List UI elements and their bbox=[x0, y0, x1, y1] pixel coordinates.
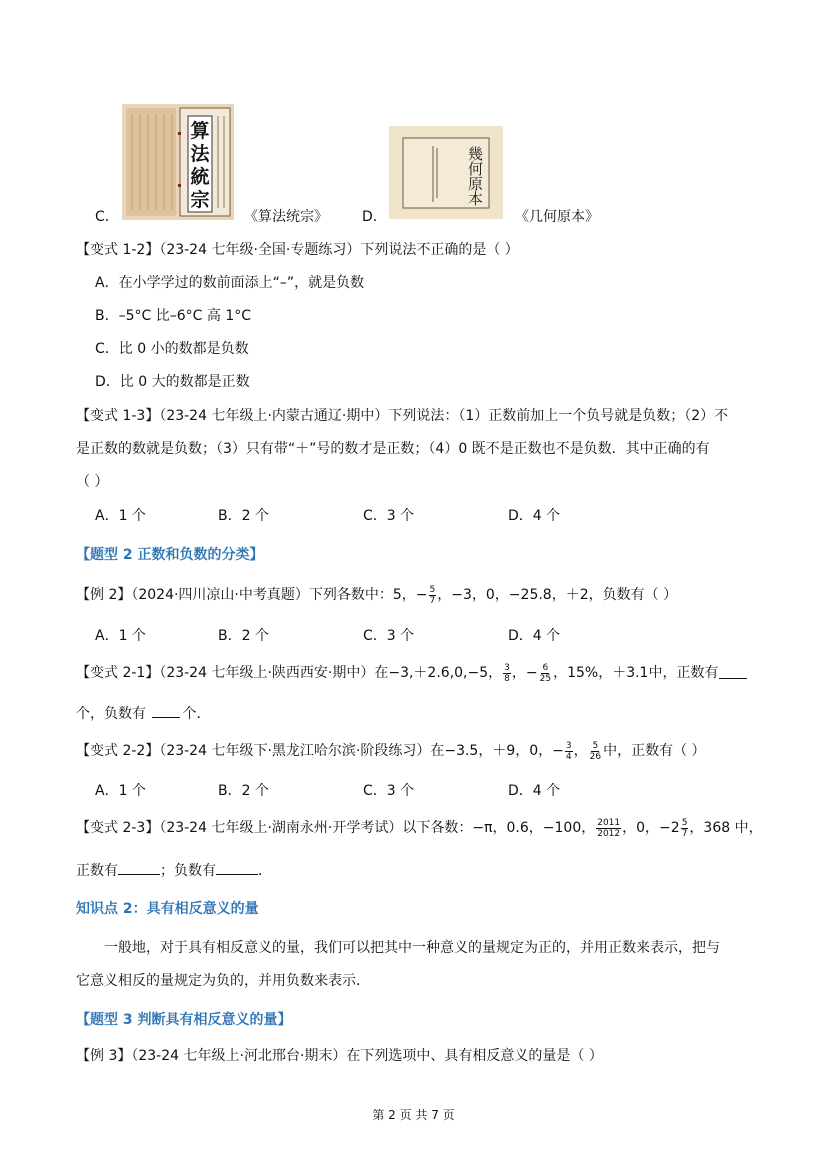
jihe-yuanben-book-image bbox=[389, 126, 503, 219]
v21-blank-2[interactable] bbox=[152, 705, 180, 718]
ex2-option-d: D．4 个 bbox=[508, 628, 561, 644]
v22-prefix: 【变式 2-2】（23-24 七年级下·黑龙江哈尔滨·阶段练习）在−3.5，＋9，0，− bbox=[76, 743, 564, 759]
option-d-letter: D． bbox=[362, 209, 387, 225]
v22-stem bbox=[76, 740, 706, 762]
v22-option-a: A．1 个 bbox=[95, 783, 146, 799]
v22-option-c: C．3 个 bbox=[363, 783, 415, 799]
v23-stem bbox=[76, 817, 763, 839]
v23-frac1-den: 2012 bbox=[597, 828, 621, 839]
v22-fraction-1 bbox=[565, 741, 573, 762]
v22-frac2-den: 26 bbox=[589, 751, 602, 762]
v13-option-c: C．3 个 bbox=[363, 508, 415, 524]
v23-fraction-2 bbox=[681, 818, 689, 839]
ex2-frac-num: 5 bbox=[429, 584, 436, 595]
v13-line2: 是正数的数就是负数；（3）只有带“＋”号的数才是正数；（4）0 既不是正数也不是负数．其中正确的有 bbox=[76, 441, 710, 457]
v23-fraction-1 bbox=[596, 818, 621, 839]
section-3-heading: 【题型 3 判断具有相反意义的量】 bbox=[76, 1012, 292, 1028]
v21-fraction-1 bbox=[503, 663, 511, 684]
v12-option-d: D．比 0 大的数都是正数 bbox=[95, 374, 250, 390]
option-c-letter: C． bbox=[95, 209, 119, 225]
v23-prefix: 【变式 2-3】（23-24 七年级上·湖南永州·开学考试）以下各数：−π，0.6，−100， bbox=[76, 820, 596, 836]
ex2-option-c: C．3 个 bbox=[363, 628, 415, 644]
v21-line2 bbox=[76, 703, 210, 723]
ex2-frac-sign: − bbox=[415, 587, 428, 603]
v12-option-a: A．在小学学过的数前面添上“–”，就是负数 bbox=[95, 275, 365, 291]
v22-option-d: D．4 个 bbox=[508, 783, 561, 799]
ex2-stem bbox=[76, 584, 677, 606]
v13-option-b: B．2 个 bbox=[218, 508, 269, 524]
v21-suffix: ，15%，＋3.1中，正数有 bbox=[553, 665, 719, 681]
v23-mid: ，0，−2 bbox=[622, 820, 680, 836]
v23-blank-2[interactable] bbox=[216, 862, 258, 875]
v12-option-b: B．–5°C 比–6°C 高 1°C bbox=[95, 308, 252, 324]
v23-line2b: ；负数有 bbox=[160, 863, 216, 879]
v21-line2a: 个，负数有 bbox=[76, 706, 146, 722]
ex2-prefix: 【例 2】（2024·四川凉山·中考真题）下列各数中：5， bbox=[76, 587, 416, 603]
option-c-caption: 《算法统宗》 bbox=[244, 209, 328, 225]
v23-frac2-num: 5 bbox=[681, 817, 688, 828]
v23-line2c: ． bbox=[258, 863, 272, 879]
v21-blank-1[interactable] bbox=[719, 666, 747, 683]
v12-stem: 【变式 1-2】（23-24 七年级·全国·专题练习）下列说法不正确的是（ ） bbox=[76, 242, 519, 258]
v23-line2a: 正数有 bbox=[76, 863, 118, 879]
v21-stem bbox=[76, 662, 718, 684]
v21-frac2-num: 6 bbox=[542, 662, 549, 673]
v22-frac1-num: 3 bbox=[565, 740, 572, 751]
v13-option-a: A．1 个 bbox=[95, 508, 146, 524]
v23-suffix: ，368 中， bbox=[689, 820, 763, 836]
ex2-option-b: B．2 个 bbox=[218, 628, 269, 644]
v12-option-c: C．比 0 小的数都是负数 bbox=[95, 341, 249, 357]
ex2-option-a: A．1 个 bbox=[95, 628, 146, 644]
v22-frac2-num: 5 bbox=[592, 740, 599, 751]
v21-frac1-num: 3 bbox=[504, 662, 510, 673]
v21-frac1-den: 8 bbox=[504, 673, 510, 684]
v22-option-b: B．2 个 bbox=[218, 783, 269, 799]
v21-fraction-2 bbox=[539, 663, 552, 684]
ex3-stem: 【例 3】（23-24 七年级上·河北邢台·期末）在下列选项中、具有相反意义的量是（ ） bbox=[76, 1048, 603, 1064]
v13-line3: （ ） bbox=[76, 474, 109, 490]
v23-frac2-den: 7 bbox=[681, 828, 688, 839]
v21-mid: ，− bbox=[511, 665, 538, 681]
option-d-caption: 《几何原本》 bbox=[515, 209, 599, 225]
v13-line1: 【变式 1-3】（23-24 七年级上·内蒙古通辽·期中）下列说法：（1）正数前加上一个负号就是负数；（2）不 bbox=[76, 408, 729, 424]
v21-frac2-den: 25 bbox=[539, 673, 552, 684]
kp2-paragraph-line1: 一般地，对于具有相反意义的量，我们可以把其中一种意义的量规定为正的，并用正数来表示，把与 bbox=[104, 940, 720, 956]
v23-blank-1[interactable] bbox=[118, 862, 160, 875]
page-footer: 第 2 页 共 7 页 bbox=[372, 1108, 455, 1122]
book1-title: 算法統宗 bbox=[190, 120, 210, 211]
ex2-suffix: ，−3，0，−25.8，＋2，负数有（ ） bbox=[437, 587, 678, 603]
v23-frac1-num: 2011 bbox=[597, 817, 621, 828]
kp2-paragraph-line2: 它意义相反的量规定为负的，并用负数来表示． bbox=[76, 973, 370, 989]
v22-fraction-2 bbox=[589, 741, 602, 762]
v22-frac1-den: 4 bbox=[565, 751, 572, 762]
v21-prefix: 【变式 2-1】（23-24 七年级上·陕西西安·期中）在−3,＋2.6,0,−5， bbox=[76, 665, 503, 681]
v22-mid: ， bbox=[573, 743, 588, 759]
ex2-fraction bbox=[429, 585, 437, 606]
section-2-heading: 【题型 2 正数和负数的分类】 bbox=[76, 547, 264, 563]
v13-option-d: D．4 个 bbox=[508, 508, 561, 524]
v23-line2 bbox=[76, 860, 272, 880]
knowledge-point-2-title: 知识点 2：具有相反意义的量 bbox=[76, 901, 259, 917]
v22-suffix: 中，正数有（ ） bbox=[603, 743, 706, 759]
suanfa-tongzong-book-image bbox=[122, 104, 234, 220]
v21-line2b: 个． bbox=[182, 706, 211, 722]
book2-title: 幾何原本 bbox=[466, 146, 484, 206]
ex2-frac-den: 7 bbox=[429, 595, 436, 606]
